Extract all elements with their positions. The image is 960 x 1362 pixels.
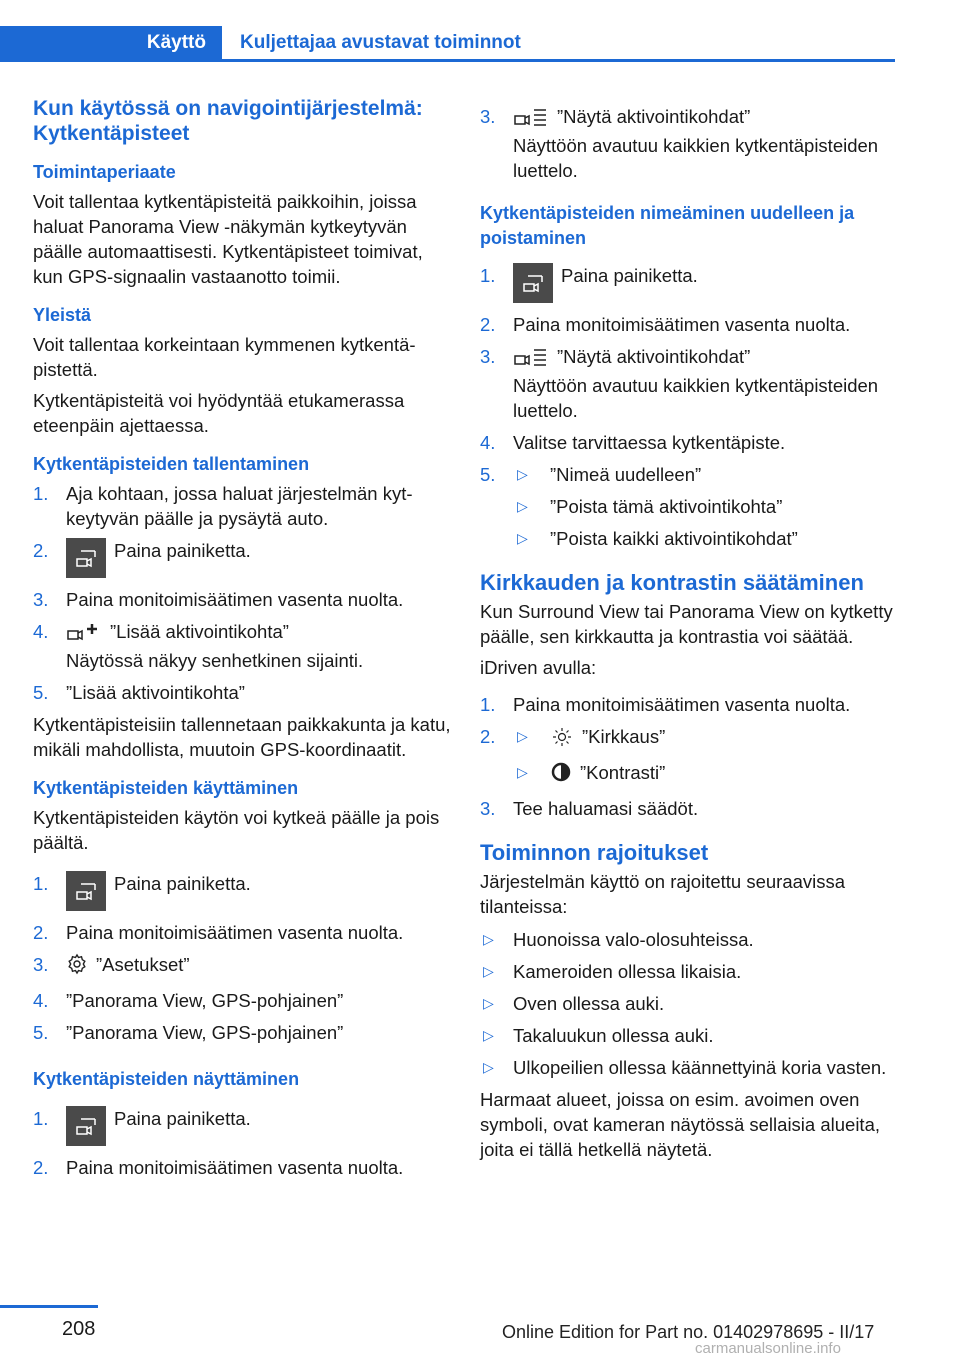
sub-list-item: ▷ ”Kontrasti”: [480, 760, 898, 789]
header-tabbar: [0, 26, 895, 62]
list-item: 3. Tee haluamasi säädöt.: [480, 798, 699, 819]
steps-list: [480, 692, 898, 821]
list-item: 4. ”Panorama View, GPS-pohjainen”: [33, 990, 344, 1011]
steps-list-continued: [480, 104, 898, 183]
edition-note: Online Edition for Part no. 01402978695 - II/17: [502, 1322, 875, 1342]
paragraph: Harmaat alueet, joissa on esim. avoimen oven symboli, ovat kameran näytössä sellaisia alueita, joita ei tällä hetkellä näytetä.: [480, 1089, 880, 1160]
contrast-icon: [550, 761, 572, 789]
list-item: 3. ”Näytä aktivointikohdat” Näyttöön avautuu kaikkien kytkentäpisteiden luettelo.: [480, 344, 898, 423]
list-item: 1. Paina painiketta.: [480, 263, 898, 305]
sub-list-item: ▷ ”Poista kaikki aktivointikohdat”: [517, 528, 798, 549]
brightness-icon: [550, 727, 574, 753]
list-item: 3. ”Asetukset”: [33, 952, 451, 981]
heading-rajoitukset: Toiminnon rajoitukset: [480, 840, 709, 865]
heading-nayttaminen: Kytkentäpisteiden näyttäminen: [33, 1069, 300, 1089]
page-number: 208: [62, 1318, 96, 1340]
list-item: 2. Paina painiketta.: [33, 538, 451, 580]
steps-list: [33, 871, 451, 1045]
heading-kirkkaus-kontrasti: Kirkkauden ja kontrastin säätäminen: [480, 570, 864, 595]
list-item: 3. Paina monitoimisäätimen vasenta nuolta.: [33, 589, 404, 610]
section-title: Kun käytössä on navigointijärjestelmä: Kytkentäpisteet: [33, 97, 423, 145]
list-item: 1. Aja kohtaan, jossa haluat järjestelmän kytkeytyvän päälle ja pysäytä auto.: [33, 483, 413, 529]
list-item: ▷ Kameroiden ollessa likaisia.: [483, 961, 742, 982]
tab-kuljettajaa-avustavat: Kuljettajaa avustavat toiminnot: [240, 32, 521, 53]
list-item: 5. ”Panorama View, GPS-pohjainen”: [33, 1022, 344, 1043]
header-rule: [0, 59, 895, 62]
paragraph: Kytkentäpisteitä voi hyödyntää etukamerassa eteenpäin ajettaessa.: [33, 390, 405, 436]
left-column: [33, 96, 451, 1187]
right-column: [480, 104, 898, 1168]
camera-button-icon: [66, 871, 106, 911]
heading-nimeaminen: Kytkentäpisteiden nimeäminen uudelleen ja poistaminen: [480, 203, 855, 248]
list-item: 2. ▷ ”Kirkkaus”: [480, 724, 898, 753]
list-item: 2. Paina monitoimisäätimen vasenta nuolta.: [33, 922, 404, 943]
footer-rule: [0, 1305, 98, 1308]
list-item: ▷ Takaluukun ollessa auki.: [483, 1025, 714, 1046]
list-item: 5. ▷ ”Nimeä uudelleen”: [480, 464, 702, 485]
list-item: 4. ”Lisää aktivointikohta” Näytössä näkyy senhetkinen sijainti.: [33, 619, 451, 673]
item-continuation: Näyttöön avautuu kaikkien kytkentäpisteiden luettelo.: [513, 135, 879, 181]
heading-toimintaperiaate: Toimintaperiaate: [33, 162, 176, 182]
list-item: ▷ Huonoissa valo-olosuhteissa.: [483, 929, 754, 950]
paragraph: iDriven avulla:: [480, 657, 597, 678]
camera-button-icon: [513, 263, 553, 303]
camera-list-icon: [513, 107, 549, 133]
steps-list: [33, 1106, 451, 1180]
heading-tallentaminen: Kytkentäpisteiden tallentaminen: [33, 454, 310, 474]
camera-button-icon: [66, 538, 106, 578]
paragraph: Voit tallentaa korkeintaan kymmenen kytkentäpistettä.: [33, 334, 416, 380]
item-continuation: Näytössä näkyy senhetkinen sijainti.: [66, 650, 364, 671]
camera-button-icon: [66, 1106, 106, 1146]
list-item: 1. Paina painiketta.: [33, 1106, 451, 1148]
list-item: 1. Paina monitoimisäätimen vasenta nuolta.: [480, 694, 851, 715]
paragraph: Kun Surround View tai Panorama View on kytketty päälle, sen kirkkautta ja kontrastia voi säätää.: [480, 601, 893, 647]
heading-yleista: Yleistä: [33, 305, 92, 325]
paragraph: Kytkentäpisteiden käytön voi kytkeä päälle ja pois päältä.: [33, 807, 440, 853]
paragraph: Voit tallentaa kytkentäpisteitä paikkoihin, joissa haluat Panorama View -näkymän kytkeytyvän päälle automaattisesti. Kytkentäpisteet toimivat, kun GPS-signaalin vastaanotto toimii.: [33, 191, 423, 287]
limitations-list: [480, 927, 898, 1080]
camera-list-icon: [513, 347, 549, 373]
sub-list-item: ▷ ”Poista tämä aktivointikohta”: [517, 496, 783, 517]
camera-add-icon: [66, 622, 102, 648]
list-item: 3. ”Näytä aktivointikohdat” Näyttöön avautuu kaikkien kytkentäpisteiden luettelo.: [480, 104, 898, 183]
paragraph: Kytkentäpisteisiin tallennetaan paikkakunta ja katu, mikäli mahdollista, muutoin GPS-koordinaatit.: [33, 714, 451, 760]
item-continuation: Näyttöön avautuu kaikkien kytkentäpisteiden luettelo.: [513, 375, 879, 421]
steps-list: [33, 481, 451, 705]
paragraph: Järjestelmän käyttö on rajoitettu seuraavissa tilanteissa:: [480, 871, 846, 917]
list-item: 1. Paina painiketta.: [33, 871, 451, 913]
list-item: ▷ Ulkopeilien ollessa käännettyinä koria vasten.: [483, 1057, 887, 1078]
settings-gear-icon: [66, 953, 88, 981]
watermark: carmanualsonline.info: [695, 1340, 841, 1357]
list-item: 2. Paina monitoimisäätimen vasenta nuolta.: [480, 314, 851, 335]
list-item: ▷ Oven ollessa auki.: [483, 993, 665, 1014]
steps-list: [480, 263, 898, 551]
list-item: 2. Paina monitoimisäätimen vasenta nuolta.: [33, 1157, 404, 1178]
tab-kaytto: Käyttö: [0, 26, 222, 59]
list-item: 4. Valitse tarvittaessa kytkentäpiste.: [480, 432, 786, 453]
list-item: 5. ”Lisää aktivointikohta”: [33, 682, 245, 703]
heading-kayttaminen: Kytkentäpisteiden käyttäminen: [33, 778, 299, 798]
